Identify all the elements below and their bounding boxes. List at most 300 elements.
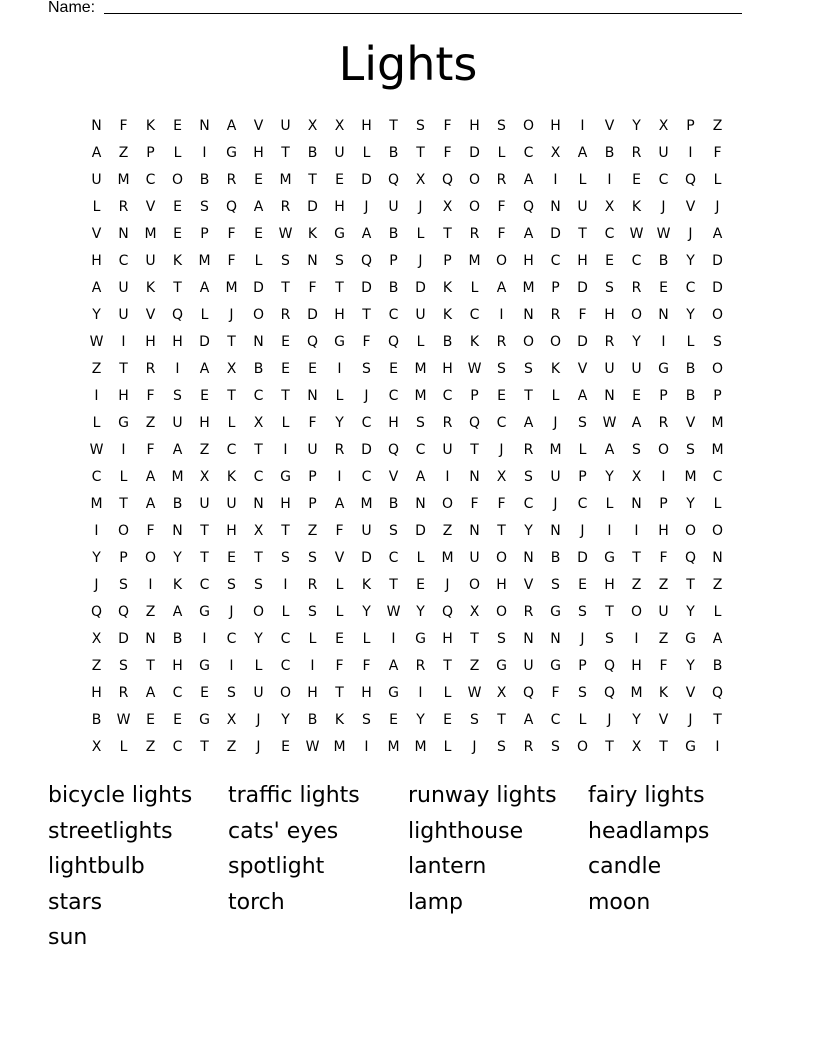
grid-letter: A — [712, 225, 723, 242]
grid-letter: A — [199, 360, 210, 377]
grid-letter: V — [334, 549, 345, 566]
grid-letter: S — [335, 252, 344, 269]
grid-letter: V — [523, 576, 534, 593]
grid-letter: Q — [468, 414, 481, 431]
grid-letter: C — [361, 414, 372, 431]
grid-letter: Q — [603, 657, 616, 674]
grid-letter: Y — [362, 603, 371, 620]
grid-letter: T — [281, 279, 290, 296]
grid-letter: H — [361, 684, 372, 701]
grid-letter: S — [578, 684, 587, 701]
grid-letter: S — [416, 117, 425, 134]
grid-letter: S — [578, 603, 587, 620]
grid-letter: F — [443, 117, 452, 134]
grid-letter: P — [659, 387, 668, 404]
grid-letter: T — [362, 306, 371, 323]
grid-letter: E — [281, 360, 290, 377]
grid-letter: I — [364, 738, 369, 755]
grid-letter: O — [711, 522, 724, 539]
grid-letter: H — [604, 576, 615, 593]
grid-letter: C — [226, 441, 237, 458]
grid-letter: C — [280, 630, 291, 647]
grid-letter: Z — [91, 360, 102, 377]
grid-letter: R — [604, 333, 615, 350]
grid-letter: T — [335, 684, 344, 701]
grid-letter: L — [551, 387, 560, 404]
grid-letter: P — [200, 225, 209, 242]
grid-letter: O — [468, 198, 481, 215]
grid-letter: I — [580, 117, 585, 134]
grid-letter: B — [91, 711, 102, 728]
grid-letter: U — [91, 171, 102, 188]
grid-letter: U — [631, 360, 642, 377]
grid-letter: Y — [686, 306, 695, 323]
grid-letter: Z — [199, 441, 210, 458]
grid-letter: B — [442, 333, 453, 350]
grid-letter: K — [145, 117, 156, 134]
grid-letter: L — [335, 603, 344, 620]
grid-letter: D — [712, 252, 723, 269]
grid-letter: L — [578, 441, 587, 458]
grid-letter: J — [580, 630, 585, 647]
grid-letter: F — [362, 657, 371, 674]
grid-letter: K — [442, 279, 453, 296]
grid-letter: T — [200, 522, 209, 539]
grid-letter: Z — [145, 738, 156, 755]
grid-letter: L — [362, 144, 371, 161]
grid-letter: S — [578, 414, 587, 431]
grid-letter: N — [172, 522, 183, 539]
grid-letter: O — [630, 306, 643, 323]
grid-letter: H — [226, 522, 237, 539]
grid-letter: W — [467, 684, 482, 701]
grid-letter: P — [308, 468, 317, 485]
grid-letter: Y — [173, 549, 182, 566]
grid-letter: H — [91, 684, 102, 701]
grid-letter: L — [92, 198, 101, 215]
grid-letter: I — [553, 171, 558, 188]
grid-letter: Q — [360, 252, 373, 269]
grid-letter: E — [200, 387, 209, 404]
grid-letter: W — [278, 225, 293, 242]
grid-letter: R — [307, 576, 318, 593]
grid-letter: C — [388, 549, 399, 566]
grid-letter: Q — [306, 333, 319, 350]
grid-letter: S — [605, 630, 614, 647]
grid-letter: A — [91, 279, 102, 296]
grid-letter: O — [252, 306, 265, 323]
grid-letter: J — [94, 576, 99, 593]
grid-letter: S — [605, 279, 614, 296]
grid-letter: R — [550, 306, 561, 323]
grid-letter: Q — [387, 333, 400, 350]
grid-letter: Z — [658, 630, 669, 647]
grid-letter: Y — [92, 549, 101, 566]
grid-letter: Q — [522, 684, 535, 701]
grid-letter: A — [523, 414, 534, 431]
grid-letter: N — [604, 387, 615, 404]
grid-letter: X — [550, 144, 561, 161]
grid-letter: O — [468, 171, 481, 188]
name-field — [48, 0, 742, 20]
grid-letter: Z — [658, 576, 669, 593]
grid-letter: I — [499, 306, 504, 323]
grid-letter: U — [658, 603, 669, 620]
grid-letter: I — [94, 522, 99, 539]
grid-letter: J — [418, 198, 423, 215]
grid-letter: J — [580, 522, 585, 539]
grid-letter: M — [117, 171, 130, 188]
grid-letter: P — [308, 495, 317, 512]
grid-letter: U — [550, 468, 561, 485]
word-list-item: lighthouse — [408, 818, 524, 844]
grid-letter: N — [307, 252, 318, 269]
grid-letter: M — [171, 468, 184, 485]
grid-letter: D — [550, 225, 561, 242]
grid-letter: M — [549, 441, 562, 458]
grid-letter: J — [607, 711, 612, 728]
grid-letter: G — [496, 657, 507, 674]
grid-letter: C — [550, 252, 561, 269]
grid-letter: O — [522, 333, 535, 350]
grid-letter: L — [713, 603, 722, 620]
grid-letter: Q — [171, 306, 184, 323]
name-label: Name: — [48, 0, 96, 16]
grid-letter: G — [199, 711, 210, 728]
grid-letter: Y — [632, 117, 641, 134]
grid-letter: Q — [225, 198, 238, 215]
grid-letter: G — [604, 549, 615, 566]
grid-letter: I — [715, 738, 720, 755]
word-list-item: moon — [588, 889, 651, 915]
grid-letter: H — [91, 252, 102, 269]
grid-letter: P — [146, 144, 155, 161]
grid-letter: C — [145, 171, 156, 188]
grid-letter: U — [442, 441, 453, 458]
grid-letter: Y — [335, 414, 344, 431]
grid-letter: A — [523, 171, 534, 188]
grid-letter: Z — [145, 414, 156, 431]
grid-letter: I — [121, 441, 126, 458]
grid-letter: G — [226, 144, 237, 161]
grid-letter: O — [171, 171, 184, 188]
grid-letter: O — [684, 522, 697, 539]
grid-letter: T — [254, 549, 263, 566]
grid-letter: E — [200, 684, 209, 701]
grid-letter: M — [711, 414, 724, 431]
grid-letter: Z — [469, 657, 480, 674]
grid-letter: E — [632, 387, 641, 404]
grid-letter: N — [523, 630, 534, 647]
grid-letter: L — [605, 495, 614, 512]
grid-letter: C — [712, 468, 723, 485]
grid-letter: M — [522, 279, 535, 296]
grid-letter: X — [415, 171, 426, 188]
grid-letter: R — [496, 333, 507, 350]
grid-letter: S — [524, 468, 533, 485]
grid-letter: H — [577, 252, 588, 269]
grid-letter: C — [523, 144, 534, 161]
grid-letter: Z — [631, 576, 642, 593]
grid-letter: C — [361, 468, 372, 485]
grid-letter: H — [442, 630, 453, 647]
grid-letter: E — [173, 198, 182, 215]
grid-letter: M — [630, 684, 643, 701]
grid-letter: X — [631, 468, 642, 485]
grid-letter: E — [173, 117, 182, 134]
grid-letter: O — [495, 549, 508, 566]
grid-letter: M — [198, 252, 211, 269]
grid-letter: C — [388, 306, 399, 323]
grid-letter: S — [200, 198, 209, 215]
grid-letter: C — [415, 441, 426, 458]
grid-letter: O — [468, 576, 481, 593]
grid-letter: C — [604, 225, 615, 242]
grid-letter: R — [226, 171, 237, 188]
grid-letter: J — [661, 198, 666, 215]
grid-letter: O — [630, 603, 643, 620]
grid-letter: U — [388, 198, 399, 215]
grid-letter: S — [551, 576, 560, 593]
grid-letter: X — [496, 468, 507, 485]
grid-letter: E — [659, 279, 668, 296]
grid-letter: L — [470, 279, 479, 296]
grid-letter: M — [684, 468, 697, 485]
grid-letter: S — [281, 549, 290, 566]
grid-letter: A — [523, 225, 534, 242]
grid-letter: L — [200, 306, 209, 323]
grid-letter: X — [604, 198, 615, 215]
grid-letter: U — [604, 360, 615, 377]
grid-letter: H — [199, 414, 210, 431]
grid-letter: A — [577, 144, 588, 161]
grid-letter: C — [631, 252, 642, 269]
grid-letter: X — [226, 360, 237, 377]
grid-letter: L — [578, 171, 587, 188]
grid-letter: T — [524, 387, 533, 404]
grid-letter: R — [280, 198, 291, 215]
grid-letter: H — [604, 306, 615, 323]
grid-letter: U — [226, 495, 237, 512]
grid-letter: N — [307, 387, 318, 404]
grid-letter: E — [497, 387, 506, 404]
grid-letter: S — [497, 630, 506, 647]
grid-letter: L — [335, 387, 344, 404]
grid-letter: O — [576, 738, 589, 755]
grid-letter: C — [442, 387, 453, 404]
grid-letter: T — [497, 711, 506, 728]
grid-letter: M — [468, 252, 481, 269]
grid-letter: C — [388, 387, 399, 404]
grid-letter: C — [172, 738, 183, 755]
grid-letter: A — [415, 468, 426, 485]
grid-letter: H — [253, 144, 264, 161]
grid-letter: T — [497, 522, 506, 539]
grid-letter: A — [91, 144, 102, 161]
grid-letter: U — [361, 522, 372, 539]
letter-grid — [83, 112, 731, 760]
grid-letter: N — [253, 333, 264, 350]
grid-letter: Z — [118, 144, 129, 161]
grid-letter: R — [523, 441, 534, 458]
grid-letter: J — [499, 441, 504, 458]
grid-letter: A — [577, 387, 588, 404]
grid-letter: W — [602, 414, 617, 431]
grid-letter: X — [307, 117, 318, 134]
grid-letter: E — [389, 711, 398, 728]
grid-letter: L — [443, 738, 452, 755]
grid-letter: N — [118, 225, 129, 242]
grid-letter: U — [577, 198, 588, 215]
grid-letter: U — [469, 549, 480, 566]
grid-letter: A — [172, 603, 183, 620]
grid-letter: D — [199, 333, 210, 350]
name-underline — [104, 13, 742, 14]
grid-letter: R — [469, 225, 480, 242]
grid-letter: F — [497, 495, 506, 512]
grid-letter: O — [711, 360, 724, 377]
grid-letter: S — [362, 360, 371, 377]
grid-letter: L — [308, 630, 317, 647]
grid-letter: K — [172, 252, 183, 269]
grid-letter: F — [713, 144, 722, 161]
grid-letter: S — [497, 360, 506, 377]
grid-letter: L — [227, 414, 236, 431]
grid-letter: O — [279, 684, 292, 701]
grid-letter: X — [199, 468, 210, 485]
grid-letter: T — [119, 495, 128, 512]
grid-letter: Y — [605, 468, 614, 485]
grid-letter: K — [550, 360, 561, 377]
grid-letter: H — [145, 333, 156, 350]
grid-letter: U — [199, 495, 210, 512]
grid-letter: X — [253, 414, 264, 431]
grid-letter: Q — [684, 549, 697, 566]
grid-letter: U — [118, 279, 129, 296]
grid-letter: R — [496, 171, 507, 188]
grid-letter: N — [550, 198, 561, 215]
word-list-item: torch — [228, 889, 285, 915]
grid-letter: A — [145, 495, 156, 512]
grid-letter: Q — [441, 171, 454, 188]
grid-letter: N — [523, 306, 534, 323]
grid-letter: K — [631, 198, 642, 215]
grid-letter: M — [90, 495, 103, 512]
grid-letter: S — [308, 549, 317, 566]
grid-letter: R — [280, 306, 291, 323]
grid-letter: V — [577, 360, 588, 377]
grid-letter: C — [199, 576, 210, 593]
word-list-item: candle — [588, 854, 662, 879]
grid-letter: T — [254, 441, 263, 458]
grid-letter: L — [497, 144, 506, 161]
grid-letter: N — [253, 495, 264, 512]
grid-letter: B — [199, 171, 210, 188]
word-list-item: bicycle lights — [48, 783, 193, 808]
grid-letter: D — [415, 522, 426, 539]
grid-letter: G — [334, 333, 345, 350]
grid-letter: R — [442, 414, 453, 431]
grid-letter: J — [229, 306, 234, 323]
grid-letter: A — [523, 711, 534, 728]
grid-letter: U — [253, 684, 264, 701]
grid-letter: V — [685, 684, 696, 701]
word-list-item: lantern — [408, 854, 487, 879]
grid-letter: D — [361, 549, 372, 566]
grid-letter: L — [416, 549, 425, 566]
grid-letter: Q — [90, 603, 103, 620]
grid-letter: M — [414, 387, 427, 404]
grid-letter: D — [307, 306, 318, 323]
grid-letter: W — [116, 711, 131, 728]
grid-letter: Y — [416, 603, 425, 620]
grid-letter: S — [551, 738, 560, 755]
grid-letter: T — [200, 549, 209, 566]
grid-letter: C — [280, 657, 291, 674]
grid-letter: J — [256, 738, 261, 755]
grid-letter: L — [416, 225, 425, 242]
grid-letter: Z — [712, 576, 723, 593]
grid-letter: I — [121, 333, 126, 350]
grid-letter: W — [386, 603, 401, 620]
grid-letter: K — [172, 576, 183, 593]
grid-letter: K — [334, 711, 345, 728]
grid-letter: C — [685, 279, 696, 296]
grid-letter: Y — [686, 603, 695, 620]
grid-letter: V — [658, 711, 669, 728]
grid-letter: Y — [632, 711, 641, 728]
grid-letter: S — [119, 576, 128, 593]
grid-letter: N — [415, 495, 426, 512]
grid-letter: R — [118, 684, 129, 701]
grid-letter: R — [118, 198, 129, 215]
grid-letter: L — [578, 711, 587, 728]
grid-letter: Y — [254, 630, 263, 647]
grid-letter: I — [229, 657, 234, 674]
grid-letter: S — [308, 603, 317, 620]
grid-letter: E — [281, 738, 290, 755]
grid-letter: Y — [686, 657, 695, 674]
grid-letter: C — [226, 630, 237, 647]
grid-letter: J — [688, 711, 693, 728]
word-list-item: fairy lights — [588, 783, 705, 808]
grid-letter: T — [470, 441, 479, 458]
grid-letter: A — [361, 225, 372, 242]
grid-letter: H — [442, 360, 453, 377]
grid-letter: N — [145, 630, 156, 647]
grid-letter: A — [496, 279, 507, 296]
grid-letter: B — [172, 630, 183, 647]
grid-letter: X — [631, 738, 642, 755]
grid-letter: T — [119, 360, 128, 377]
grid-letter: I — [445, 468, 450, 485]
grid-letter: U — [523, 657, 534, 674]
grid-letter: X — [253, 522, 264, 539]
grid-letter: O — [441, 495, 454, 512]
grid-letter: Z — [91, 657, 102, 674]
grid-letter: T — [578, 225, 587, 242]
grid-letter: L — [443, 684, 452, 701]
grid-letter: X — [496, 684, 507, 701]
grid-letter: D — [577, 279, 588, 296]
grid-letter: P — [578, 657, 587, 674]
grid-letter: F — [551, 684, 560, 701]
grid-letter: G — [199, 603, 210, 620]
grid-letter: H — [523, 252, 534, 269]
grid-letter: I — [661, 468, 666, 485]
grid-letter: B — [685, 360, 696, 377]
grid-letter: X — [334, 117, 345, 134]
